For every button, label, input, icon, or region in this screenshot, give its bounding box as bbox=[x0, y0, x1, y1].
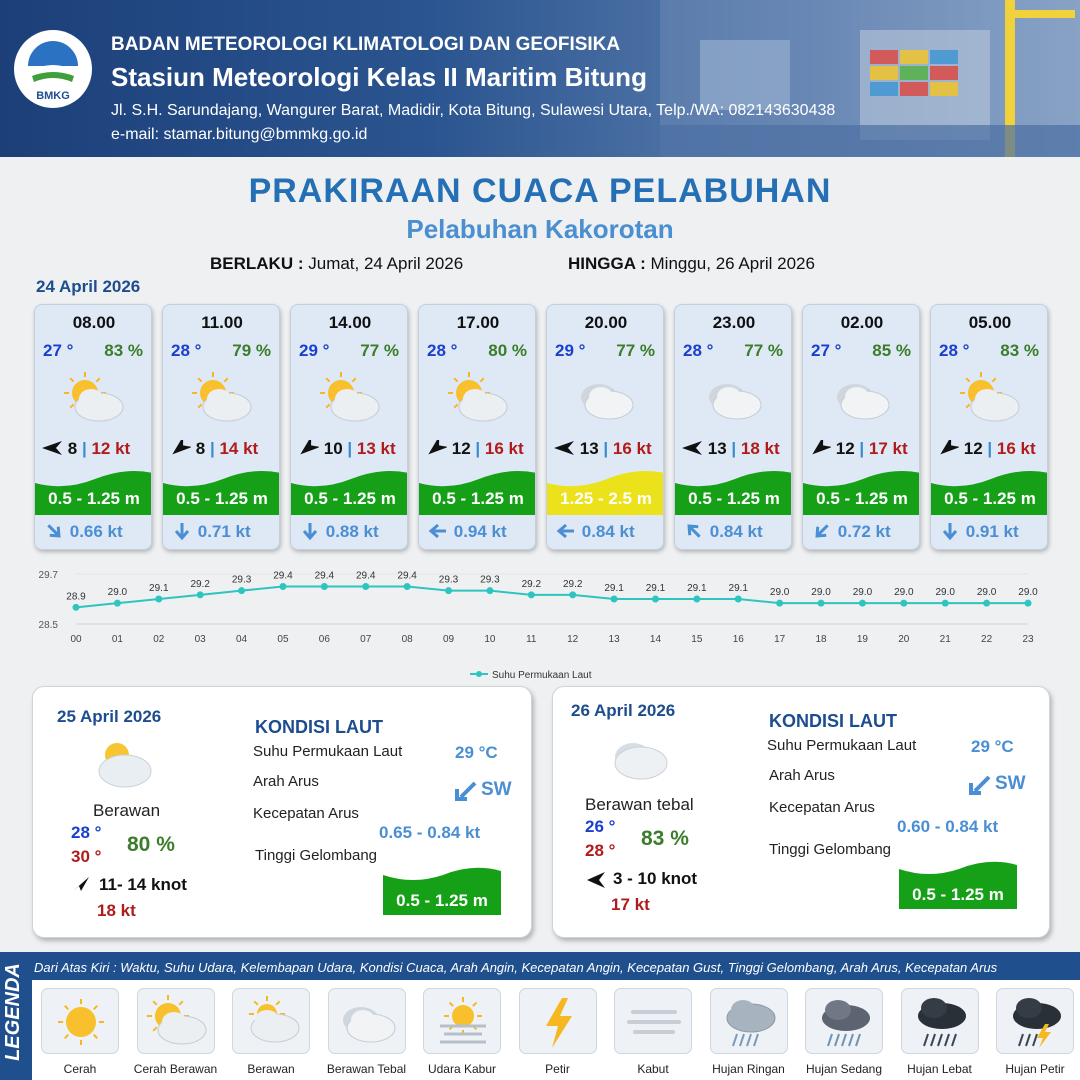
valid-to-label: HINGGA : bbox=[568, 254, 646, 273]
data-label: 29.4 bbox=[356, 570, 376, 582]
card-gust: 16 kt bbox=[484, 439, 524, 458]
wind-arrow-icon bbox=[809, 439, 831, 458]
day3-humidity: 83 % bbox=[641, 827, 689, 850]
data-label: 29.1 bbox=[645, 583, 666, 594]
thick-cloud-icon bbox=[328, 988, 406, 1054]
card-time: 20.00 bbox=[584, 313, 628, 332]
data-label: 29.1 bbox=[687, 583, 707, 594]
card-wave-height: 0.5 - 1.25 m bbox=[304, 489, 396, 508]
card-gust: 12 kt bbox=[91, 439, 131, 458]
data-label: 29.2 bbox=[521, 578, 542, 590]
forecast-card bbox=[674, 304, 792, 550]
card-current-speed: 0.84 kt bbox=[581, 522, 635, 541]
legend-description: Dari Atas Kiri : Waktu, Suhu Udara, Kelembapan Udara, Kondisi Cuaca, Arah Angin, Kecepatan Angin, Kecepatan Gust, Tinggi Gelombang, Arah Arus, Kecepatan Arus bbox=[34, 960, 998, 975]
sun-cloud-icon bbox=[955, 371, 1025, 427]
forecast-card bbox=[930, 304, 1048, 550]
data-point bbox=[942, 600, 949, 607]
sun-icon bbox=[41, 988, 119, 1054]
x-tick-label: 02 bbox=[153, 634, 165, 645]
x-tick-label: 14 bbox=[649, 634, 662, 645]
data-point bbox=[114, 600, 121, 607]
data-point bbox=[776, 600, 783, 607]
card-temperature: 28 ° bbox=[939, 341, 970, 360]
current-direction-icon bbox=[939, 522, 961, 541]
haze-icon bbox=[423, 988, 501, 1054]
card-temperature: 29 ° bbox=[299, 341, 330, 360]
legend-item-label: Kabut bbox=[637, 1062, 669, 1076]
data-point bbox=[321, 583, 328, 590]
day3-dir-label: Arah Arus bbox=[769, 767, 835, 784]
cloud-icon bbox=[89, 735, 159, 795]
card-wind: 8 | 12 kt bbox=[41, 439, 151, 459]
data-point bbox=[652, 596, 659, 603]
card-humidity: 85 % bbox=[872, 341, 911, 360]
data-point bbox=[569, 591, 576, 598]
day3-current-dir: SW bbox=[995, 773, 1026, 794]
card-wind: 12 | 16 kt bbox=[937, 439, 1047, 459]
legend-title: LEGENDA bbox=[2, 963, 24, 1061]
current-direction-icon bbox=[967, 773, 993, 797]
x-tick-label: 03 bbox=[194, 634, 206, 645]
x-tick-label: 18 bbox=[815, 634, 827, 645]
x-tick-label: 13 bbox=[608, 634, 620, 645]
day3-gust: 17 kt bbox=[611, 895, 650, 914]
data-label: 29.1 bbox=[604, 583, 624, 594]
data-point bbox=[818, 600, 825, 607]
card-temperature: 28 ° bbox=[683, 341, 714, 360]
legend-item-label: Cerah Berawan bbox=[133, 1062, 218, 1076]
sun-cloud-icon bbox=[315, 371, 385, 427]
card-humidity: 77 % bbox=[744, 341, 783, 360]
sun-cloud-icon bbox=[443, 371, 513, 427]
day3-wave-label: Tinggi Gelombang bbox=[769, 841, 892, 858]
card-current bbox=[171, 521, 280, 542]
card-wind: 13 | 18 kt bbox=[681, 439, 791, 459]
data-label: 29.3 bbox=[438, 574, 459, 586]
valid-to bbox=[568, 254, 815, 274]
data-label: 29.0 bbox=[107, 587, 128, 599]
forecast-card bbox=[290, 304, 408, 550]
day2-panel bbox=[32, 686, 532, 938]
header-banner bbox=[0, 0, 1080, 157]
x-tick-label: 01 bbox=[111, 634, 123, 645]
thick-cloud-icon bbox=[827, 371, 897, 427]
data-label: 29.0 bbox=[894, 587, 914, 599]
day1-date: 24 April 2026 bbox=[36, 277, 141, 296]
card-current bbox=[683, 521, 792, 542]
day3-current-speed: 0.60 - 0.84 kt bbox=[897, 817, 999, 836]
data-label: 29.3 bbox=[231, 574, 252, 586]
x-tick-label: 21 bbox=[939, 634, 951, 645]
x-tick-label: 15 bbox=[691, 634, 703, 645]
legend-item-label: Udara Kabur bbox=[427, 1062, 497, 1076]
current-direction-icon bbox=[555, 522, 577, 541]
card-wind-speed: 10 bbox=[323, 439, 343, 458]
sun-cloud-icon bbox=[187, 371, 257, 427]
day2-speed-label: Kecepatan Arus bbox=[253, 805, 359, 822]
series-line bbox=[76, 587, 1028, 608]
card-time: 08.00 bbox=[72, 313, 116, 332]
legend-item-label: Hujan Petir bbox=[1005, 1062, 1065, 1076]
data-point bbox=[155, 596, 162, 603]
data-point bbox=[983, 600, 990, 607]
card-wind: 8 | 14 kt bbox=[169, 439, 279, 459]
x-tick-label: 09 bbox=[442, 634, 455, 645]
day3-wind: 3 - 10 knot bbox=[613, 869, 698, 888]
current-direction-icon bbox=[171, 522, 193, 541]
legend-item-label: Cerah bbox=[63, 1062, 97, 1076]
fog-icon bbox=[614, 988, 692, 1054]
wind-arrow-icon bbox=[425, 439, 447, 458]
data-label: 29.1 bbox=[728, 583, 748, 594]
data-point bbox=[528, 591, 535, 598]
card-temperature: 29 ° bbox=[555, 341, 586, 360]
card-humidity: 83 % bbox=[104, 341, 143, 360]
x-tick-label: 00 bbox=[70, 634, 82, 645]
current-direction-icon bbox=[683, 522, 705, 541]
current-direction-icon bbox=[811, 522, 833, 541]
data-label: 29.4 bbox=[314, 570, 335, 582]
day3-wave: 0.5 - 1.25 m bbox=[912, 885, 1004, 904]
data-label: 29.4 bbox=[397, 570, 417, 582]
card-temperature: 28 ° bbox=[427, 341, 458, 360]
heavy-rain-icon bbox=[901, 988, 979, 1054]
card-time: 02.00 bbox=[840, 313, 884, 332]
x-tick-label: 04 bbox=[236, 634, 248, 645]
card-humidity: 80 % bbox=[488, 341, 527, 360]
card-wave-height: 0.5 - 1.25 m bbox=[816, 489, 908, 508]
x-tick-label: 11 bbox=[526, 634, 537, 645]
card-humidity: 77 % bbox=[616, 341, 655, 360]
x-tick-label: 16 bbox=[732, 634, 744, 645]
x-tick-label: 07 bbox=[360, 634, 372, 645]
card-wind: 13 | 16 kt bbox=[553, 439, 663, 459]
data-point bbox=[279, 583, 286, 590]
thunderstorm-icon bbox=[996, 988, 1074, 1054]
station-email: e-mail: stamar.bitung@bmmkg.go.id bbox=[111, 126, 368, 143]
data-point bbox=[73, 604, 80, 611]
x-tick-label: 20 bbox=[898, 634, 910, 645]
light-rain-icon bbox=[710, 988, 788, 1054]
sun-cloud-icon bbox=[137, 988, 215, 1054]
day2-humidity: 80 % bbox=[127, 833, 175, 856]
card-wind: 12 | 17 kt bbox=[809, 439, 919, 459]
thick-cloud-icon bbox=[603, 729, 673, 789]
day2-wind: 11- 14 knot bbox=[99, 875, 187, 894]
thick-cloud-icon bbox=[699, 371, 769, 427]
current-direction-icon bbox=[453, 779, 479, 803]
data-point bbox=[735, 596, 742, 603]
y-tick-label: 28.5 bbox=[38, 620, 58, 631]
card-current-speed: 0.72 kt bbox=[837, 522, 891, 541]
x-tick-label: 22 bbox=[981, 634, 993, 645]
wind-arrow-icon bbox=[937, 439, 959, 458]
data-label: 29.0 bbox=[852, 587, 873, 599]
day2-sea-heading: KONDISI LAUT bbox=[255, 717, 383, 737]
data-point bbox=[486, 587, 493, 594]
day2-gust: 18 kt bbox=[97, 901, 136, 920]
day3-temp-max: 28 ° bbox=[585, 841, 616, 860]
card-gust: 16 kt bbox=[996, 439, 1036, 458]
day2-dir-label: Arah Arus bbox=[253, 773, 319, 790]
day2-sst: 29 °C bbox=[455, 743, 498, 762]
card-current-speed: 0.94 kt bbox=[453, 522, 507, 541]
wind-arrow-icon bbox=[681, 439, 703, 458]
data-point bbox=[197, 591, 204, 598]
card-current-speed: 0.88 kt bbox=[325, 522, 379, 541]
station-name: Stasiun Meteorologi Kelas II Maritim Bitung bbox=[111, 62, 647, 92]
wind-arrow-icon bbox=[169, 439, 191, 458]
port-name: Pelabuhan Kakorotan bbox=[406, 214, 674, 244]
legend-marker bbox=[476, 671, 482, 677]
card-temperature: 27 ° bbox=[811, 341, 842, 360]
card-time: 11.00 bbox=[201, 313, 243, 332]
legend-item-label: Hujan Sedang bbox=[805, 1062, 883, 1076]
day3-sst: 29 °C bbox=[971, 737, 1014, 756]
card-wave-height: 0.5 - 1.25 m bbox=[688, 489, 780, 508]
data-point bbox=[693, 596, 700, 603]
page-title: PRAKIRAAN CUACA PELABUHAN bbox=[248, 172, 832, 210]
card-wave-height: 0.5 - 1.25 m bbox=[432, 489, 524, 508]
agency-name: BADAN METEOROLOGI KLIMATOLOGI DAN GEOFISIKA bbox=[111, 34, 621, 55]
forecast-card bbox=[162, 304, 280, 550]
card-wind-speed: 12 bbox=[835, 439, 855, 458]
cloud-icon bbox=[232, 988, 310, 1054]
day2-wave: 0.5 - 1.25 m bbox=[396, 891, 488, 910]
day3-sea-heading: KONDISI LAUT bbox=[769, 711, 897, 731]
card-time: 17.00 bbox=[456, 313, 500, 332]
data-label: 28.9 bbox=[66, 591, 86, 603]
card-current bbox=[43, 521, 152, 542]
valid-from-value: Jumat, 24 April 2026 bbox=[308, 254, 464, 273]
card-time: 23.00 bbox=[712, 313, 756, 332]
legend-icons bbox=[32, 980, 1080, 1080]
card-gust: 13 kt bbox=[356, 439, 396, 458]
legend-label: Suhu Permukaan Laut bbox=[492, 670, 592, 681]
data-label: 29.3 bbox=[480, 574, 500, 586]
x-tick-label: 08 bbox=[401, 634, 413, 645]
day3-temp-min: 26 ° bbox=[585, 817, 616, 836]
valid-from bbox=[210, 254, 463, 274]
card-current bbox=[811, 521, 920, 542]
card-wind-speed: 13 bbox=[579, 439, 599, 458]
card-wind-speed: 12 bbox=[451, 439, 471, 458]
x-tick-label: 23 bbox=[1022, 634, 1034, 645]
card-wind: 12 | 16 kt bbox=[425, 439, 535, 459]
day2-current-dir: SW bbox=[481, 779, 512, 800]
x-tick-label: 05 bbox=[277, 634, 289, 645]
data-label: 29.0 bbox=[976, 587, 997, 599]
card-current bbox=[939, 521, 1048, 542]
day3-condition: Berawan tebal bbox=[585, 795, 694, 814]
wind-arrow-icon bbox=[553, 439, 575, 458]
data-point bbox=[859, 600, 866, 607]
day2-current-speed: 0.65 - 0.84 kt bbox=[379, 823, 481, 842]
bmkg-logo bbox=[14, 30, 92, 108]
day2-wave-label: Tinggi Gelombang bbox=[255, 847, 378, 864]
forecast-card bbox=[34, 304, 152, 550]
lightning-icon bbox=[519, 988, 597, 1054]
x-tick-label: 06 bbox=[318, 634, 330, 645]
station-address: Jl. S.H. Sarundajang, Wangurer Barat, Madidir, Kota Bitung, Sulawesi Utara, Telp./WA: 082143630438 bbox=[111, 102, 836, 119]
card-current-speed: 0.91 kt bbox=[965, 522, 1019, 541]
forecast-card bbox=[418, 304, 536, 550]
card-current bbox=[299, 521, 408, 542]
current-direction-icon bbox=[43, 522, 65, 541]
wind-arrow-icon bbox=[71, 875, 91, 893]
legend-item-label: Berawan bbox=[247, 1062, 295, 1076]
data-point bbox=[900, 600, 907, 607]
data-label: 29.0 bbox=[769, 587, 790, 599]
data-label: 29.4 bbox=[273, 570, 293, 582]
forecast-card bbox=[802, 304, 920, 550]
card-current-speed: 0.66 kt bbox=[69, 522, 123, 541]
data-label: 29.0 bbox=[935, 587, 955, 599]
x-tick-label: 17 bbox=[774, 634, 786, 645]
day2-date: 25 April 2026 bbox=[57, 707, 162, 726]
card-humidity: 77 % bbox=[360, 341, 399, 360]
card-temperature: 28 ° bbox=[171, 341, 202, 360]
data-label: 29.0 bbox=[1018, 587, 1038, 599]
card-wind-speed: 8 bbox=[67, 439, 78, 458]
valid-to-value: Minggu, 26 April 2026 bbox=[650, 254, 815, 273]
day3-date: 26 April 2026 bbox=[571, 701, 676, 720]
card-current-speed: 0.84 kt bbox=[709, 522, 763, 541]
card-humidity: 83 % bbox=[1000, 341, 1039, 360]
day3-panel bbox=[552, 686, 1050, 938]
day3-speed-label: Kecepatan Arus bbox=[769, 799, 875, 816]
logo-text: BMKG bbox=[36, 90, 70, 102]
legend-item-label: Hujan Ringan bbox=[712, 1062, 785, 1076]
x-tick-label: 12 bbox=[567, 634, 579, 645]
day2-temp-max: 30 ° bbox=[71, 847, 102, 866]
card-gust: 16 kt bbox=[612, 439, 652, 458]
wind-arrow-icon bbox=[297, 439, 319, 458]
card-wave-height: 0.5 - 1.25 m bbox=[48, 489, 140, 508]
card-current bbox=[427, 521, 536, 542]
day2-condition: Berawan bbox=[93, 801, 161, 820]
card-current bbox=[555, 521, 664, 542]
card-current-speed: 0.71 kt bbox=[197, 522, 251, 541]
forecast-card bbox=[546, 304, 664, 550]
card-humidity: 79 % bbox=[232, 341, 271, 360]
thick-cloud-icon bbox=[571, 371, 641, 427]
data-point bbox=[445, 587, 452, 594]
data-point bbox=[362, 583, 369, 590]
valid-from-label: BERLAKU : bbox=[210, 254, 304, 273]
card-time: 14.00 bbox=[328, 313, 372, 332]
data-point bbox=[1025, 600, 1032, 607]
card-gust: 14 kt bbox=[219, 439, 259, 458]
card-wind-speed: 13 bbox=[707, 439, 727, 458]
data-point bbox=[404, 583, 411, 590]
legend-item-label: Petir bbox=[545, 1062, 570, 1076]
card-wind-speed: 8 bbox=[195, 439, 206, 458]
legend-item-label: Berawan Tebal bbox=[326, 1062, 407, 1076]
current-direction-icon bbox=[299, 522, 321, 541]
card-time: 05.00 bbox=[968, 313, 1012, 332]
y-tick-label: 29.7 bbox=[38, 570, 58, 581]
day3-sst-label: Suhu Permukaan Laut bbox=[767, 737, 917, 754]
card-wind-speed: 12 bbox=[963, 439, 983, 458]
day2-sst-label: Suhu Permukaan Laut bbox=[253, 743, 403, 760]
sun-cloud-icon bbox=[59, 371, 129, 427]
card-wave-height: 0.5 - 1.25 m bbox=[176, 489, 268, 508]
legend bbox=[0, 952, 1080, 1080]
data-point bbox=[238, 587, 245, 594]
wind-arrow-icon bbox=[41, 439, 63, 458]
x-tick-label: 10 bbox=[484, 634, 496, 645]
sst-line-chart bbox=[30, 562, 1050, 686]
current-direction-icon bbox=[427, 522, 449, 541]
card-wave-height: 0.5 - 1.25 m bbox=[944, 489, 1036, 508]
day2-temp-min: 28 ° bbox=[71, 823, 102, 842]
data-label: 29.2 bbox=[190, 578, 210, 590]
port-illustration bbox=[660, 0, 1080, 157]
card-gust: 17 kt bbox=[868, 439, 908, 458]
card-temperature: 27 ° bbox=[43, 341, 74, 360]
card-wind: 10 | 13 kt bbox=[297, 439, 407, 459]
data-label: 29.0 bbox=[811, 587, 831, 599]
card-gust: 18 kt bbox=[740, 439, 780, 458]
moderate-rain-icon bbox=[805, 988, 883, 1054]
wind-arrow-icon bbox=[585, 871, 607, 889]
card-wave-height: 1.25 - 2.5 m bbox=[560, 489, 652, 508]
data-point bbox=[611, 596, 618, 603]
data-label: 29.2 bbox=[562, 578, 583, 590]
x-tick-label: 19 bbox=[856, 634, 868, 645]
legend-item-label: Hujan Lebat bbox=[907, 1062, 972, 1076]
data-label: 29.1 bbox=[149, 583, 169, 594]
